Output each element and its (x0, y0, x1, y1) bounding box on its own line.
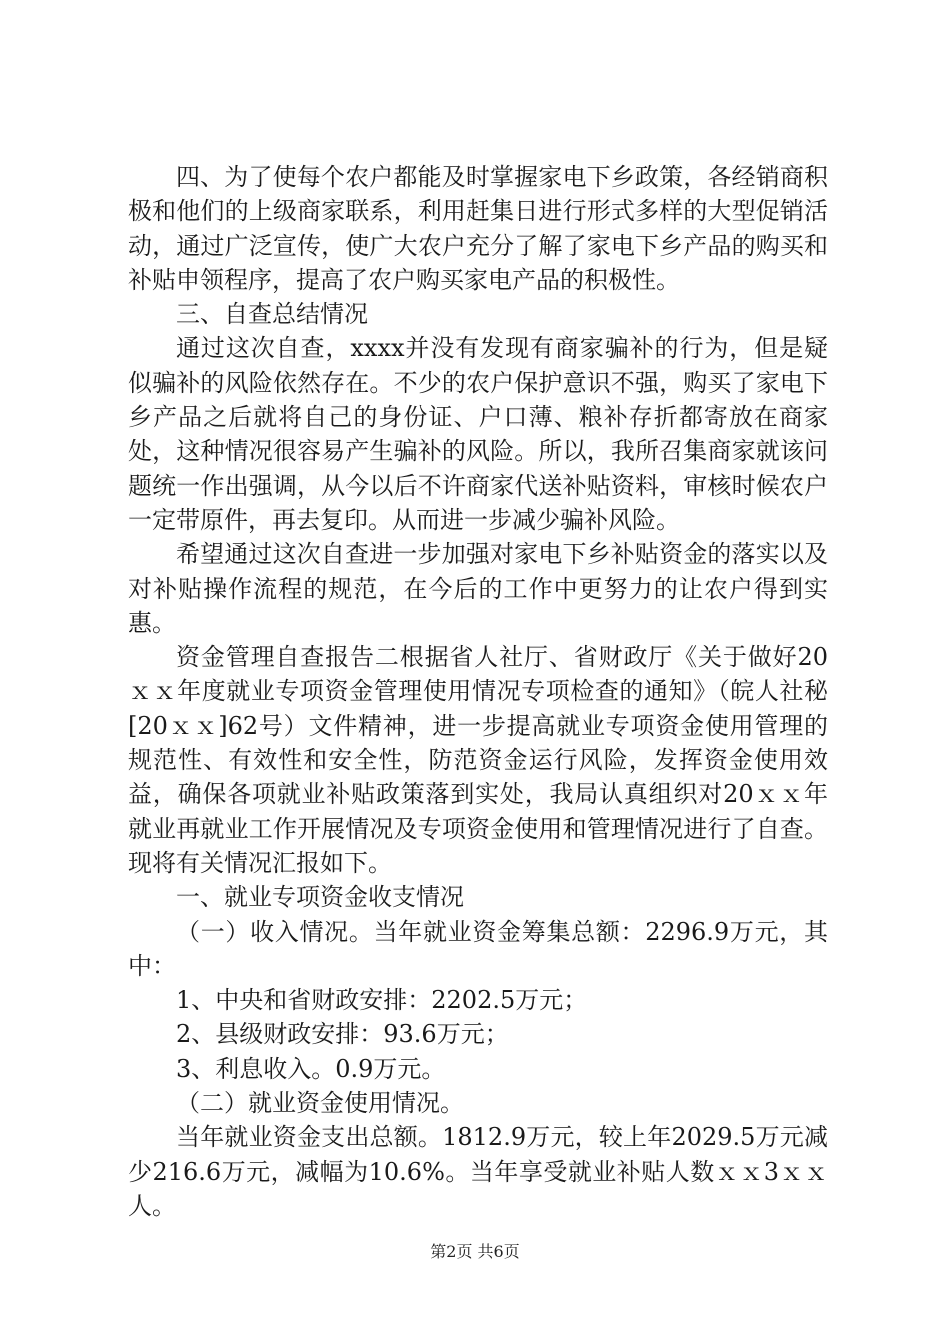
paragraph-hope: 希望通过这次自查进一步加强对家电下乡补贴资金的落实以及对补贴操作流程的规范，在今后的工作中更努力的让农户得到实惠。 (128, 540, 828, 637)
paragraph-expenditure: 当年就业资金支出总额。1812.9万元，较上年2029.5万元减少216.6万元，减幅为10.6%。当年享受就业补贴人数ｘｘ3ｘｘ人。 (128, 1123, 828, 1220)
page-number-footer: 第2页 共6页 (430, 1242, 520, 1261)
heading-self-check-summary: 三、自查总结情况 (176, 300, 368, 329)
paragraph-report-two-intro: 资金管理自查报告二根据省人社厅、省财政厅《关于做好20ｘｘ年度就业专项资金管理使用情况专项检查的通知》（皖人社秘[20ｘｘ]62号）文件精神，进一步提高就业专项资金使用管理的规范性、有效性和安全性，防范资金运行风险，发挥资金使用效益，确保各项就业补贴政策落到实处，我局认真组织对20ｘｘ年就业再就业工作开展情况及专项资金使用和管理情况进行了自查。现将有关情况汇报如下。 (128, 643, 828, 877)
heading-fund-income-expense: 一、就业专项资金收支情况 (176, 883, 464, 912)
paragraph-self-check-result: 通过这次自查，xxxx并没有发现有商家骗补的行为，但是疑似骗补的风险依然存在。不少的农户保护意识不强，购买了家电下乡产品之后就将自己的身份证、户口薄、粮补存折都寄放在商家处，这种情况很容易产生骗补的风险。所以，我所召集商家就该问题统一作出强调，从今以后不许商家代送补贴资料，审核时候农户一定带原件，再去复印。从而进一步减少骗补风险。 (128, 334, 828, 534)
paragraph-section-four: 四、为了使每个农户都能及时掌握家电下乡政策，各经销商积极和他们的上级商家联系，利用赶集日进行形式多样的大型促销活动，通过广泛宣传，使广大农户充分了解了家电下乡产品的购买和补贴申领程序，提高了农户购买家电产品的积极性。 (128, 163, 828, 294)
list-item-interest: 3、利息收入。0.9万元。 (176, 1054, 446, 1083)
list-item-county: 2、县级财政安排：93.6万元； (176, 1020, 509, 1049)
list-item-central-provincial: 1、中央和省财政安排：2202.5万元； (176, 986, 588, 1015)
heading-fund-usage: （二）就业资金使用情况。 (176, 1089, 464, 1118)
paragraph-income: （一）收入情况。当年就业资金筹集总额：2296.9万元，其中： (128, 917, 828, 980)
document-body (128, 160, 828, 1223)
